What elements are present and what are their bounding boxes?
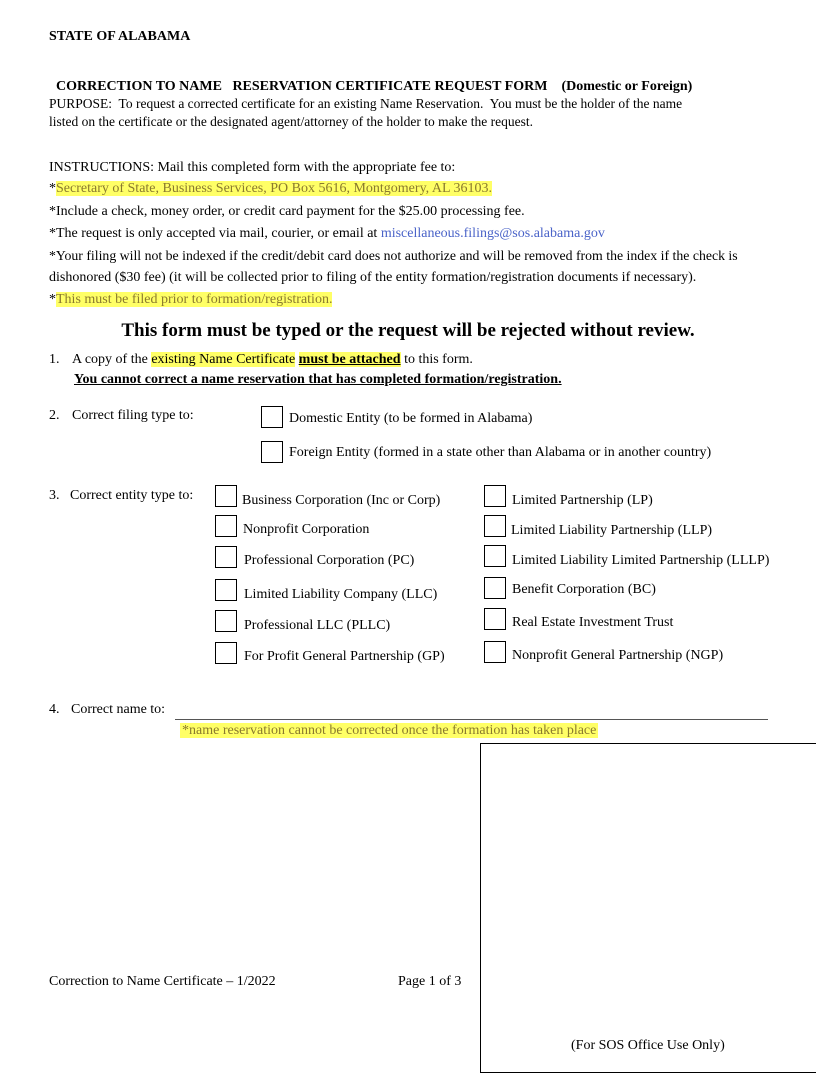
name-note-row <box>180 723 598 739</box>
item-1-number: 1. <box>49 352 60 367</box>
llc-label: Limited Liability Company (LLC) <box>244 587 438 602</box>
form-title-scope: (Domestic or Foreign) <box>561 79 693 94</box>
reit-checkbox[interactable] <box>484 608 506 630</box>
llc-checkbox[interactable] <box>215 579 237 601</box>
must-be-attached-highlight: must be attached <box>298 352 401 367</box>
general-partnership-checkbox[interactable] <box>215 642 237 664</box>
item-1-note: You cannot correct a name reservation that has completed formation/registration. <box>74 372 562 387</box>
professional-corporation-label: Professional Corporation (PC) <box>244 553 415 568</box>
instructions-index-line-1: *Your filing will not be indexed if the credit/debit card does not authorize and will be removed from the index if the check is <box>49 248 738 263</box>
domestic-entity-label: Domestic Entity (to be formed in Alabama) <box>289 411 533 426</box>
limited-partnership-label: Limited Partnership (LP) <box>512 493 653 508</box>
purpose-line-1: PURPOSE: To request a corrected certificate for an existing Name Reservation. You must be the holder of the name <box>49 96 683 111</box>
llp-label: Limited Liability Partnership (LLP) <box>511 523 713 538</box>
nonprofit-corporation-checkbox[interactable] <box>215 515 237 537</box>
nonprofit-corporation-label: Nonprofit Corporation <box>243 522 370 537</box>
domestic-entity-checkbox[interactable] <box>261 406 283 428</box>
form-title-main: CORRECTION TO NAME RESERVATION CERTIFICATE REQUEST FORM <box>56 79 548 94</box>
prior-filing-note: This must be filed prior to formation/registration. <box>56 292 333 307</box>
instructions-address-row <box>49 181 492 197</box>
item-1-suffix: to this form. <box>400 352 473 367</box>
business-corporation-label: Business Corporation (Inc or Corp) <box>242 493 441 508</box>
item-1-text <box>72 352 473 368</box>
instructions-index-line-2: dishonored ($30 fee) (it will be collected prior to filing of the entity formation/registration documents if necessary). <box>49 270 697 285</box>
nonprofit-general-partnership-label: Nonprofit General Partnership (NGP) <box>512 648 724 663</box>
typed-warning: This form must be typed or the request will be rejected without review. <box>121 320 695 341</box>
item-3-number: 3. <box>49 488 60 503</box>
professional-corporation-checkbox[interactable] <box>215 546 237 568</box>
item-2-label: Correct filing type to: <box>72 408 194 423</box>
correct-name-line <box>175 719 768 720</box>
limited-partnership-checkbox[interactable] <box>484 485 506 507</box>
item-4-number: 4. <box>49 702 60 717</box>
form-title <box>49 63 692 95</box>
mailing-address: Secretary of State, Business Services, PO Box 5616, Montgomery, AL 36103. <box>56 181 493 196</box>
foreign-entity-checkbox[interactable] <box>261 441 283 463</box>
lllp-label: Limited Liability Limited Partnership (LLLP) <box>512 553 770 568</box>
email-link[interactable]: miscellaneous.filings@sos.alabama.gov <box>380 226 605 241</box>
accepted-text: *The request is only accepted via mail, courier, or email at <box>49 226 381 241</box>
pllc-checkbox[interactable] <box>215 610 237 632</box>
reit-label: Real Estate Investment Trust <box>512 615 674 630</box>
item-4-label: Correct name to: <box>71 702 166 717</box>
business-corporation-checkbox[interactable] <box>215 485 237 507</box>
benefit-corporation-label: Benefit Corporation (BC) <box>512 582 656 597</box>
pllc-label: Professional LLC (PLLC) <box>244 618 391 633</box>
existing-certificate-highlight: existing Name Certificate <box>151 352 296 367</box>
item-2-number: 2. <box>49 408 60 423</box>
instructions-prior-row <box>49 292 332 308</box>
nonprofit-general-partnership-checkbox[interactable] <box>484 641 506 663</box>
name-correction-note: *name reservation cannot be corrected once the formation has taken place <box>182 723 597 738</box>
state-heading: STATE OF ALABAMA <box>49 29 191 44</box>
asterisk: * <box>49 181 56 196</box>
footer-form-id: Correction to Name Certificate – 1/2022 <box>49 974 276 989</box>
office-use-box <box>480 743 816 1073</box>
instructions-accepted <box>49 226 605 242</box>
office-use-label: (For SOS Office Use Only) <box>571 1038 725 1053</box>
purpose-line-2: listed on the certificate or the designated agent/attorney of the holder to make the request. <box>49 114 533 129</box>
footer-page-number: Page 1 of 3 <box>398 974 462 989</box>
asterisk: * <box>49 292 56 307</box>
benefit-corporation-checkbox[interactable] <box>484 577 506 599</box>
foreign-entity-label: Foreign Entity (formed in a state other than Alabama or in another country) <box>289 445 712 460</box>
lllp-checkbox[interactable] <box>484 545 506 567</box>
item-3-label: Correct entity type to: <box>70 488 194 503</box>
instructions-intro: INSTRUCTIONS: Mail this completed form with the appropriate fee to: <box>49 160 456 175</box>
item-1-prefix: A copy of the <box>72 352 152 367</box>
instructions-payment: *Include a check, money order, or credit card payment for the $25.00 processing fee. <box>49 204 525 219</box>
llp-checkbox[interactable] <box>484 515 506 537</box>
general-partnership-label: For Profit General Partnership (GP) <box>244 649 445 664</box>
